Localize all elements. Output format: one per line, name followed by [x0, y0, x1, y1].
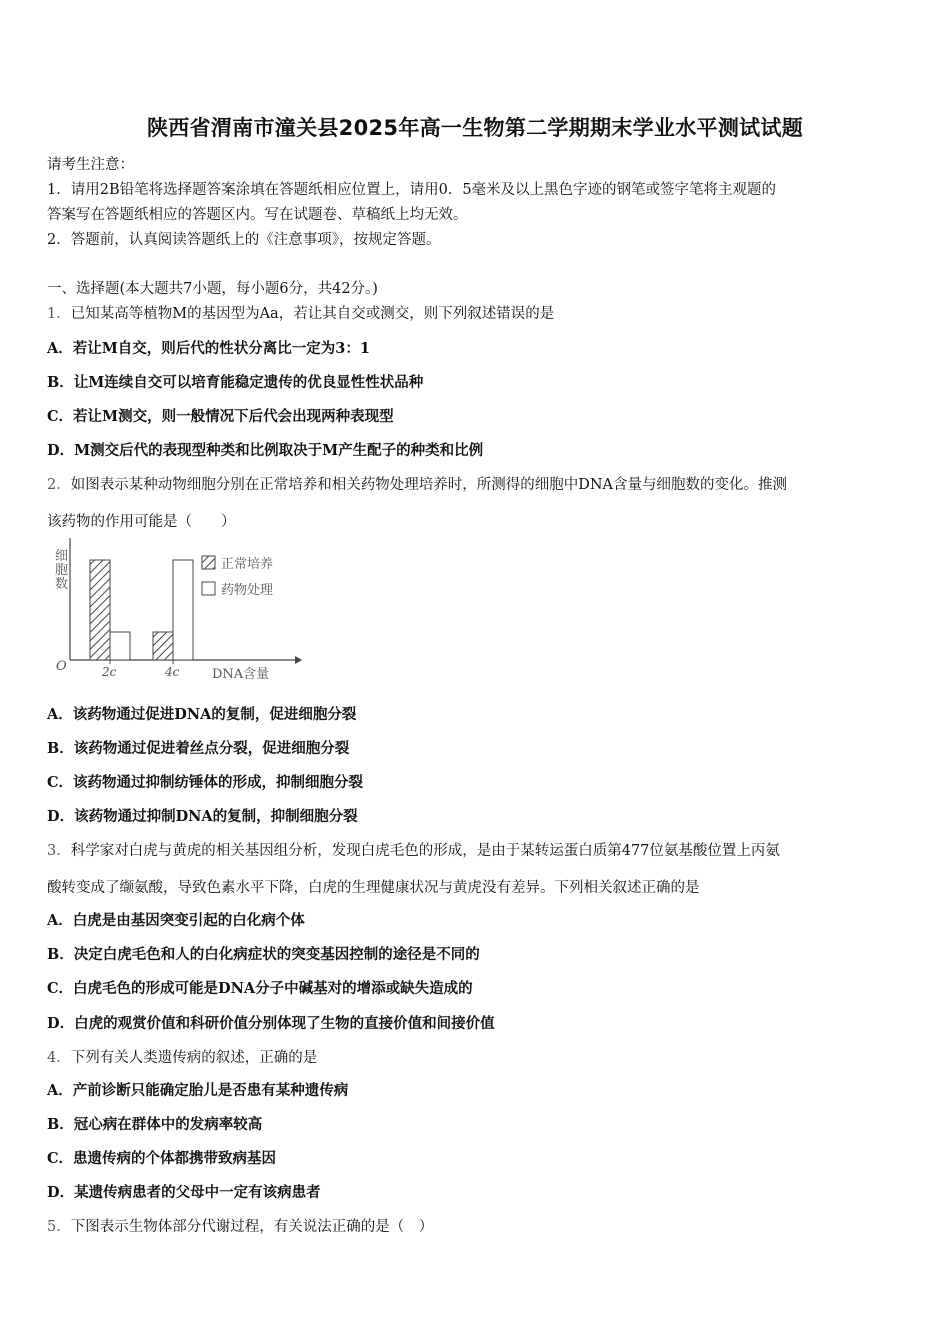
chart-ticks — [101, 660, 180, 679]
question-1-option-d: D．M测交后代的表现型种类和比例取决于M产生配子的种类和比例 — [47, 442, 484, 459]
bar-normal-2c — [90, 560, 110, 660]
question-1-option-c: C．若让M测交，则一般情况下后代会出现两种表现型 — [47, 408, 394, 425]
question-1-number: 1． — [47, 306, 71, 322]
question-2-option-d: D．该药物通过抑制DNA的复制，抑制细胞分裂 — [47, 808, 358, 825]
question-2-option-c: C．该药物通过抑制纺锤体的形成，抑制细胞分裂 — [47, 774, 364, 791]
bar-normal-4c — [153, 632, 173, 660]
tick-label-4c: 4c — [165, 665, 180, 679]
origin-label: O — [56, 659, 67, 674]
question-4-option-d: D．某遗传病患者的父母中一定有该病患者 — [47, 1184, 321, 1201]
question-2-number: 2． — [47, 477, 71, 493]
question-5-stem — [47, 1215, 907, 1236]
y-axis-label-char-1: 细 — [55, 549, 69, 564]
question-1-text: 已知某高等植物M的基因型为Aa，若让其自交或测交，则下列叙述错误的是 — [70, 306, 555, 322]
question-4-text: 下列有关人类遗传病的叙述，正确的是 — [70, 1050, 318, 1066]
question-4-stem — [47, 1046, 907, 1067]
question-3-number: 3． — [47, 843, 71, 859]
question-5-text: 下图表示生物体部分代谢过程，有关说法正确的是（ ） — [70, 1219, 434, 1235]
question-4-option-c: C．患遗传病的个体都携带致病基因 — [47, 1150, 277, 1167]
notice-heading: 请考生注意： — [47, 157, 134, 173]
notice-line-1: 1．请用2B铅笔将选择题答案涂填在答题纸相应位置上，请用0．5毫米及以上黑色字迹的钢笔或签字笔将主观题的 — [47, 182, 777, 198]
legend-label-normal: 正常培养 — [221, 557, 274, 572]
bar-drug-2c — [110, 632, 130, 660]
exam-title: 陕西省渭南市潼关县2025年高一生物第二学期期末学业水平测试试题 — [146, 116, 804, 140]
question-3-option-b: B．决定白虎毛色和人的白化病症状的突变基因控制的途径是不同的 — [47, 946, 480, 963]
question-3-stem-line-2: 酸转变成了缬氨酸，导致色素水平下降，白虎的生理健康状况与黄虎没有差异。下列相关叙述正确的是 — [47, 880, 700, 896]
question-3-text: 科学家对白虎与黄虎的相关基因组分析，发现白虎毛色的形成，是由于某转运蛋白质第477位氨基酸位置上丙氨 — [70, 843, 780, 859]
question-1-option-a: A．若让M自交，则后代的性状分离比一定为3：1 — [47, 340, 370, 357]
x-axis-label: DNA含量 — [212, 667, 270, 682]
question-2-stem-line-1 — [47, 473, 907, 494]
chart-bars — [90, 560, 193, 660]
notice-line-3: 2．答题前，认真阅读答题纸上的《注意事项》，按规定答题。 — [47, 232, 441, 248]
question-4-number: 4． — [47, 1050, 71, 1066]
x-axis-arrow — [295, 656, 302, 664]
question-2-option-b: B．该药物通过促进着丝点分裂，促进细胞分裂 — [47, 740, 350, 757]
tick-label-2c: 2c — [102, 665, 117, 679]
bar-drug-4c — [173, 560, 193, 660]
question-1-option-b: B．让M连续自交可以培育能稳定遗传的优良显性性状品种 — [47, 374, 424, 391]
legend-swatch-normal — [202, 556, 215, 569]
question-2-option-a: A．该药物通过促进DNA的复制，促进细胞分裂 — [47, 706, 357, 723]
question-1-stem — [47, 302, 907, 323]
question-2-stem-line-2: 该药物的作用可能是（ ） — [47, 514, 236, 530]
chart-legend — [202, 556, 273, 598]
section-heading: 一、选择题(本大题共7小题，每小题6分，共42分。) — [47, 281, 378, 297]
question-2-text: 如图表示某种动物细胞分别在正常培养和相关药物处理培养时，所测得的细胞中DNA含量与细胞数的变化。推测 — [70, 477, 788, 493]
legend-swatch-drug — [202, 582, 215, 595]
question-3-stem-line-1 — [47, 839, 907, 860]
notice-line-2: 答案写在答题纸相应的答题区内。写在试题卷、草稿纸上均无效。 — [47, 207, 468, 223]
question-4-option-a: A．产前诊断只能确定胎儿是否患有某种遗传病 — [47, 1082, 349, 1099]
question-3-option-d: D．白虎的观赏价值和科研价值分别体现了生物的直接价值和间接价值 — [47, 1015, 495, 1032]
y-axis-label-char-2: 胞 — [55, 563, 69, 578]
dna-cell-count-chart — [50, 536, 310, 686]
question-4-option-b: B．冠心病在群体中的发病率较高 — [47, 1116, 263, 1133]
legend-label-drug: 药物处理 — [221, 583, 274, 598]
question-3-option-c: C．白虎毛色的形成可能是DNA分子中碱基对的增添或缺失造成的 — [47, 980, 473, 997]
y-axis-label-char-3: 数 — [55, 577, 69, 592]
question-3-option-a: A．白虎是由基因突变引起的白化病个体 — [47, 912, 305, 929]
question-5-number: 5． — [47, 1219, 71, 1235]
